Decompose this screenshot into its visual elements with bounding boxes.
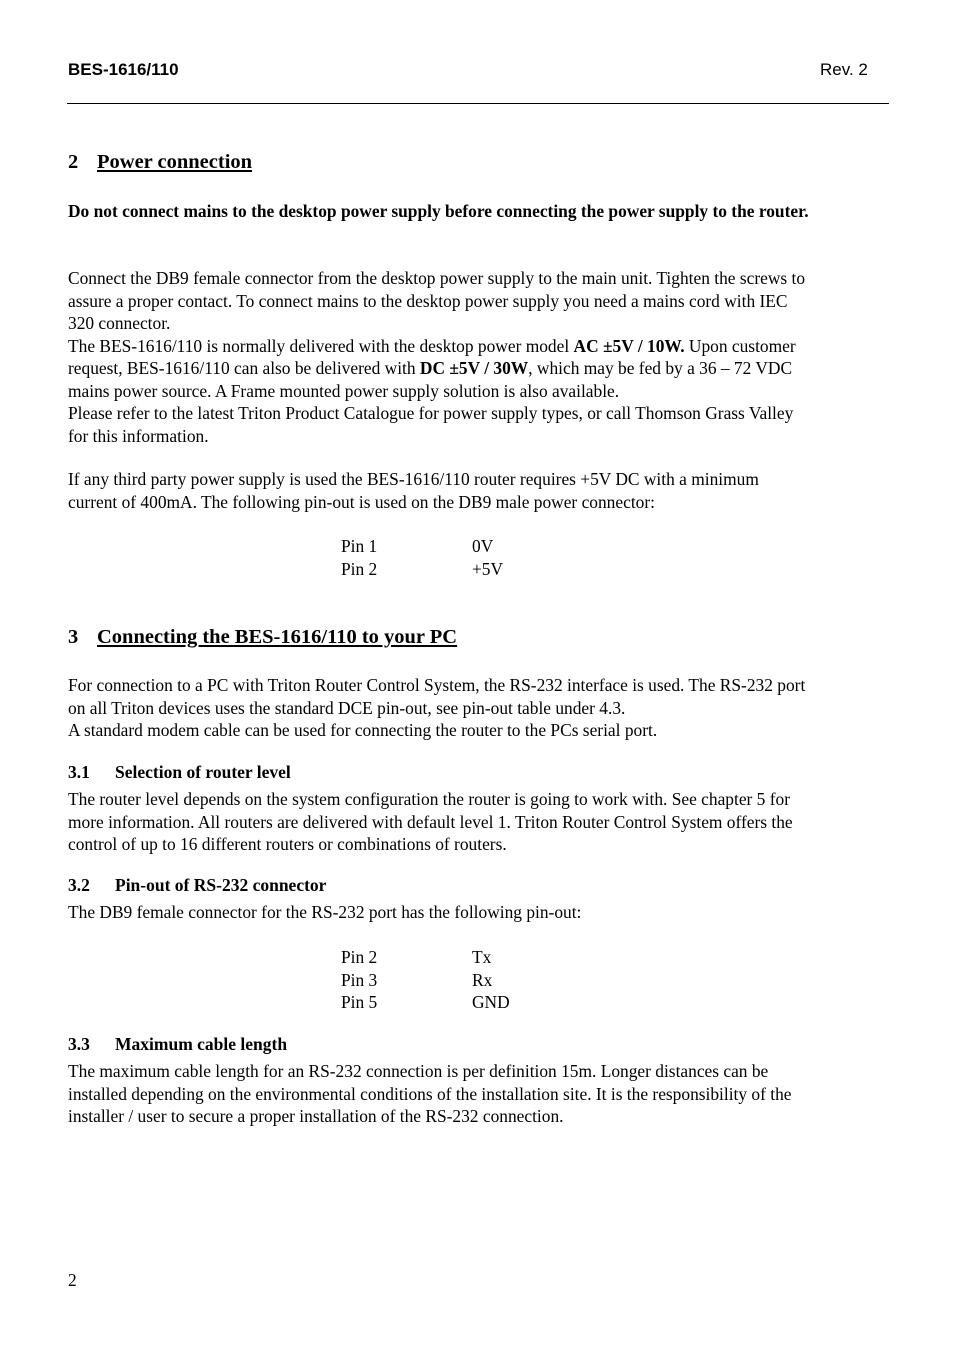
rs232-paragraph: The DB9 female connector for the RS-232 port has the following pin-out: (68, 902, 582, 922)
section-number: 2 (68, 151, 79, 173)
power-paragraph-4: If any third party power supply is used the BES-1616/110 router requires +5V DC with a minimum current of 400mA. The following pin-out is used on the DB9 male power connector: (68, 469, 759, 512)
header-revision: Rev. 2 (820, 60, 868, 79)
pin-label: Pin 3 (341, 970, 378, 990)
power-warning: Do not connect mains to the desktop power supply before connecting the power supply to the router. (68, 201, 809, 221)
subsection-3-1-heading: 3.1 Selection of router level (68, 762, 291, 782)
pin-value: Rx (472, 970, 493, 990)
section-title: Connecting the BES-1616/110 to your PC (97, 626, 458, 648)
page-number: 2 (68, 1270, 77, 1290)
section-3-heading (68, 626, 457, 649)
pin-label: Pin 1 (341, 536, 378, 556)
router-level-paragraph: The router level depends on the system configuration the router is going to work with. See chapter 5 for more information. All routers are delivered with default level 1. Triton Router Control System offers the control of up to 16 different routers or combinations of routers. (68, 789, 793, 854)
pin-label: Pin 5 (341, 992, 378, 1012)
section-2-heading (68, 151, 252, 174)
pin-label: Pin 2 (341, 559, 378, 579)
subsection-3-3-heading: 3.3 Maximum cable length (68, 1034, 288, 1054)
pin-value: +5V (472, 559, 504, 579)
pin-value: GND (472, 992, 510, 1012)
power-paragraph-3: Please refer to the latest Triton Product Catalogue for power supply types, or call Thomson Grass Valley (68, 403, 794, 423)
pin-value: Tx (472, 947, 492, 967)
power-paragraph-2: The BES-1616/110 is normally delivered with the desktop power model AC ±5V / 10W. Upon customer (68, 335, 796, 356)
ac-model: AC ±5V / 10W. (573, 335, 685, 356)
cable-length-paragraph: The maximum cable length for an RS-232 connection is per definition 15m. Longer distances can be installed depending on the environmental conditions of the installation site. It is the responsibility of the installer / user to secure a proper installation of the RS-232 connection. (68, 1061, 792, 1126)
power-paragraph-1: Connect the DB9 female connector from the desktop power supply to the main unit. Tighten the screws to assure a proper contact. To connect mains to the desktop power supply you need a mains cord with IEC 320 connector. The BES-1616/110 is normally delivered with the desktop power model AC ±5V / 10W. Upon customer request, BES-1616/110 can also be delivered with DC ±5V / 30W, which may be fed by a 36 – 72 VDC mains power source. A Frame mounted power supply solution is also available. Please refer to the latest Triton Product Catalogue for power supply types, or call Thomson Grass Valley for this information. (68, 267, 890, 447)
pin-label: Pin 2 (341, 947, 378, 967)
subsection-3-2-heading: 3.2 Pin-out of RS-232 connector (68, 875, 327, 895)
pin-value: 0V (472, 536, 494, 556)
section-title: Power connection (97, 151, 253, 173)
dc-model: DC ±5V / 30W (419, 358, 529, 378)
pc-paragraph: For connection to a PC with Triton Router Control System, the RS-232 interface is used. The RS-232 port on all Triton devices uses the standard DCE pin-out, see pin-out table under 4.3. A standard modem cable can be used for connecting the router to the PCs serial port. (68, 675, 806, 740)
section-number: 3 (68, 626, 79, 648)
header-rule (67, 103, 889, 104)
header-document-id: BES-1616/110 (68, 60, 179, 79)
